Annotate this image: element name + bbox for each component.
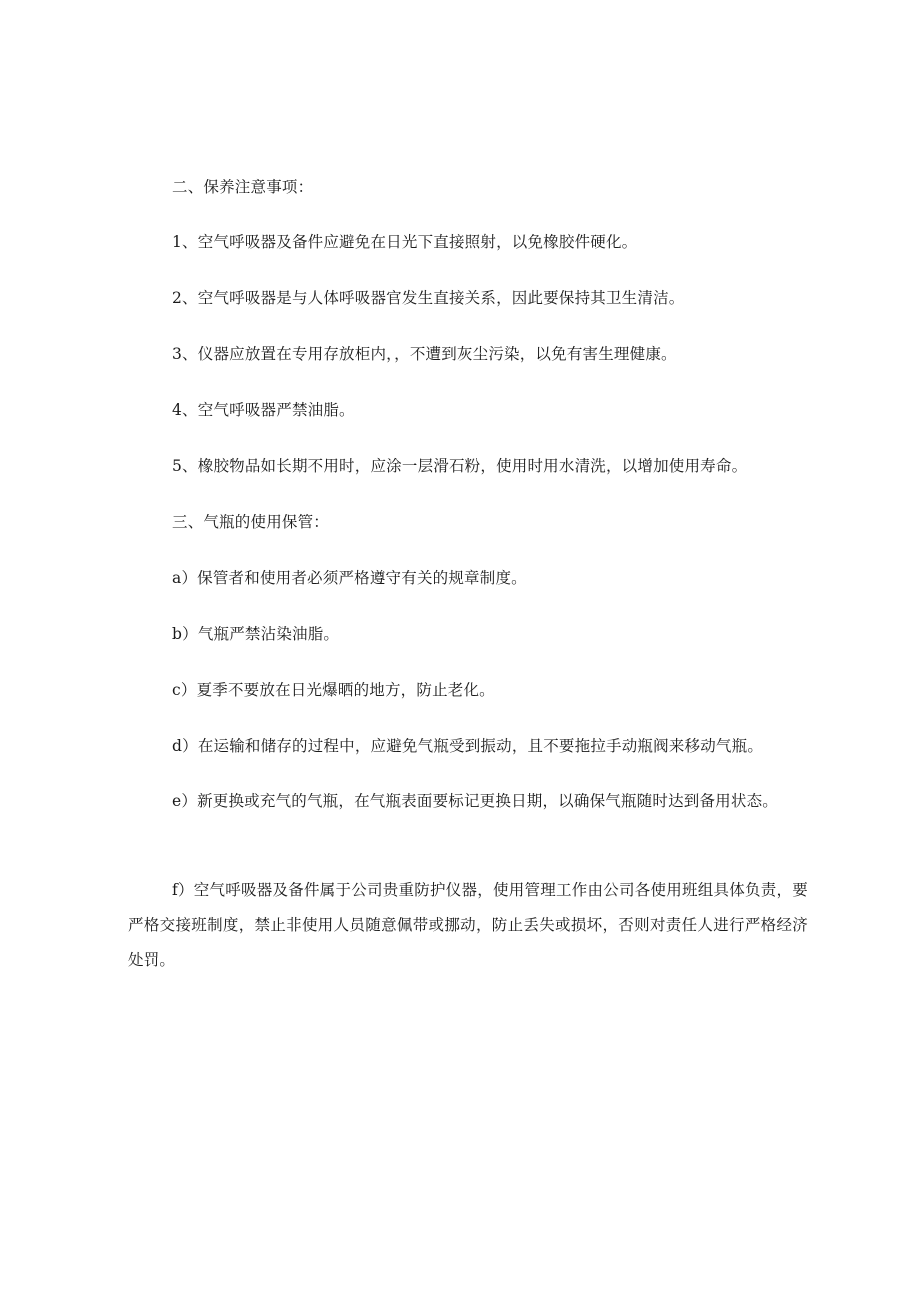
list-item: c）夏季不要放在日光爆晒的地方，防止老化。 bbox=[172, 681, 495, 699]
list-item: 3、仪器应放置在专用存放柜内，，不遭到灰尘污染，以免有害生理健康。 bbox=[172, 345, 677, 363]
list-item: e）新更换或充气的气瓶，在气瓶表面要标记更换日期，以确保气瓶随时达到备用状态。 bbox=[172, 792, 778, 810]
list-item: 1、空气呼吸器及备件应避免在日光下直接照射，以免橡胶件硬化。 bbox=[172, 233, 638, 251]
list-item: 4、空气呼吸器严禁油脂。 bbox=[172, 401, 355, 419]
list-item: b）气瓶严禁沾染油脂。 bbox=[172, 625, 340, 643]
section-heading-maintenance: 二、保养注意事项： bbox=[172, 178, 314, 196]
list-item: 2、空气呼吸器是与人体呼吸器官发生直接关系，因此要保持其卫生清洁。 bbox=[172, 289, 685, 307]
list-item: a）保管者和使用者必须严格遵守有关的规章制度。 bbox=[172, 569, 527, 587]
list-item: d）在运输和储存的过程中，应避免气瓶受到振动，且不要拖拉手动瓶阀来移动气瓶。 bbox=[172, 737, 764, 755]
list-item: 5、橡胶物品如长期不用时，应涂一层滑石粉，使用时用水清洗，以增加使用寿命。 bbox=[172, 457, 748, 475]
list-item: f）空气呼吸器及备件属于公司贵重防护仪器，使用管理工作由公司各使用班组具体负责，要严格交接班制度，禁止非使用人员随意佩带或挪动，防止丢失或损坏，否则对责任人进行严格经济处罚。 bbox=[128, 881, 808, 969]
section-heading-cylinder: 三、气瓶的使用保管： bbox=[172, 513, 330, 531]
